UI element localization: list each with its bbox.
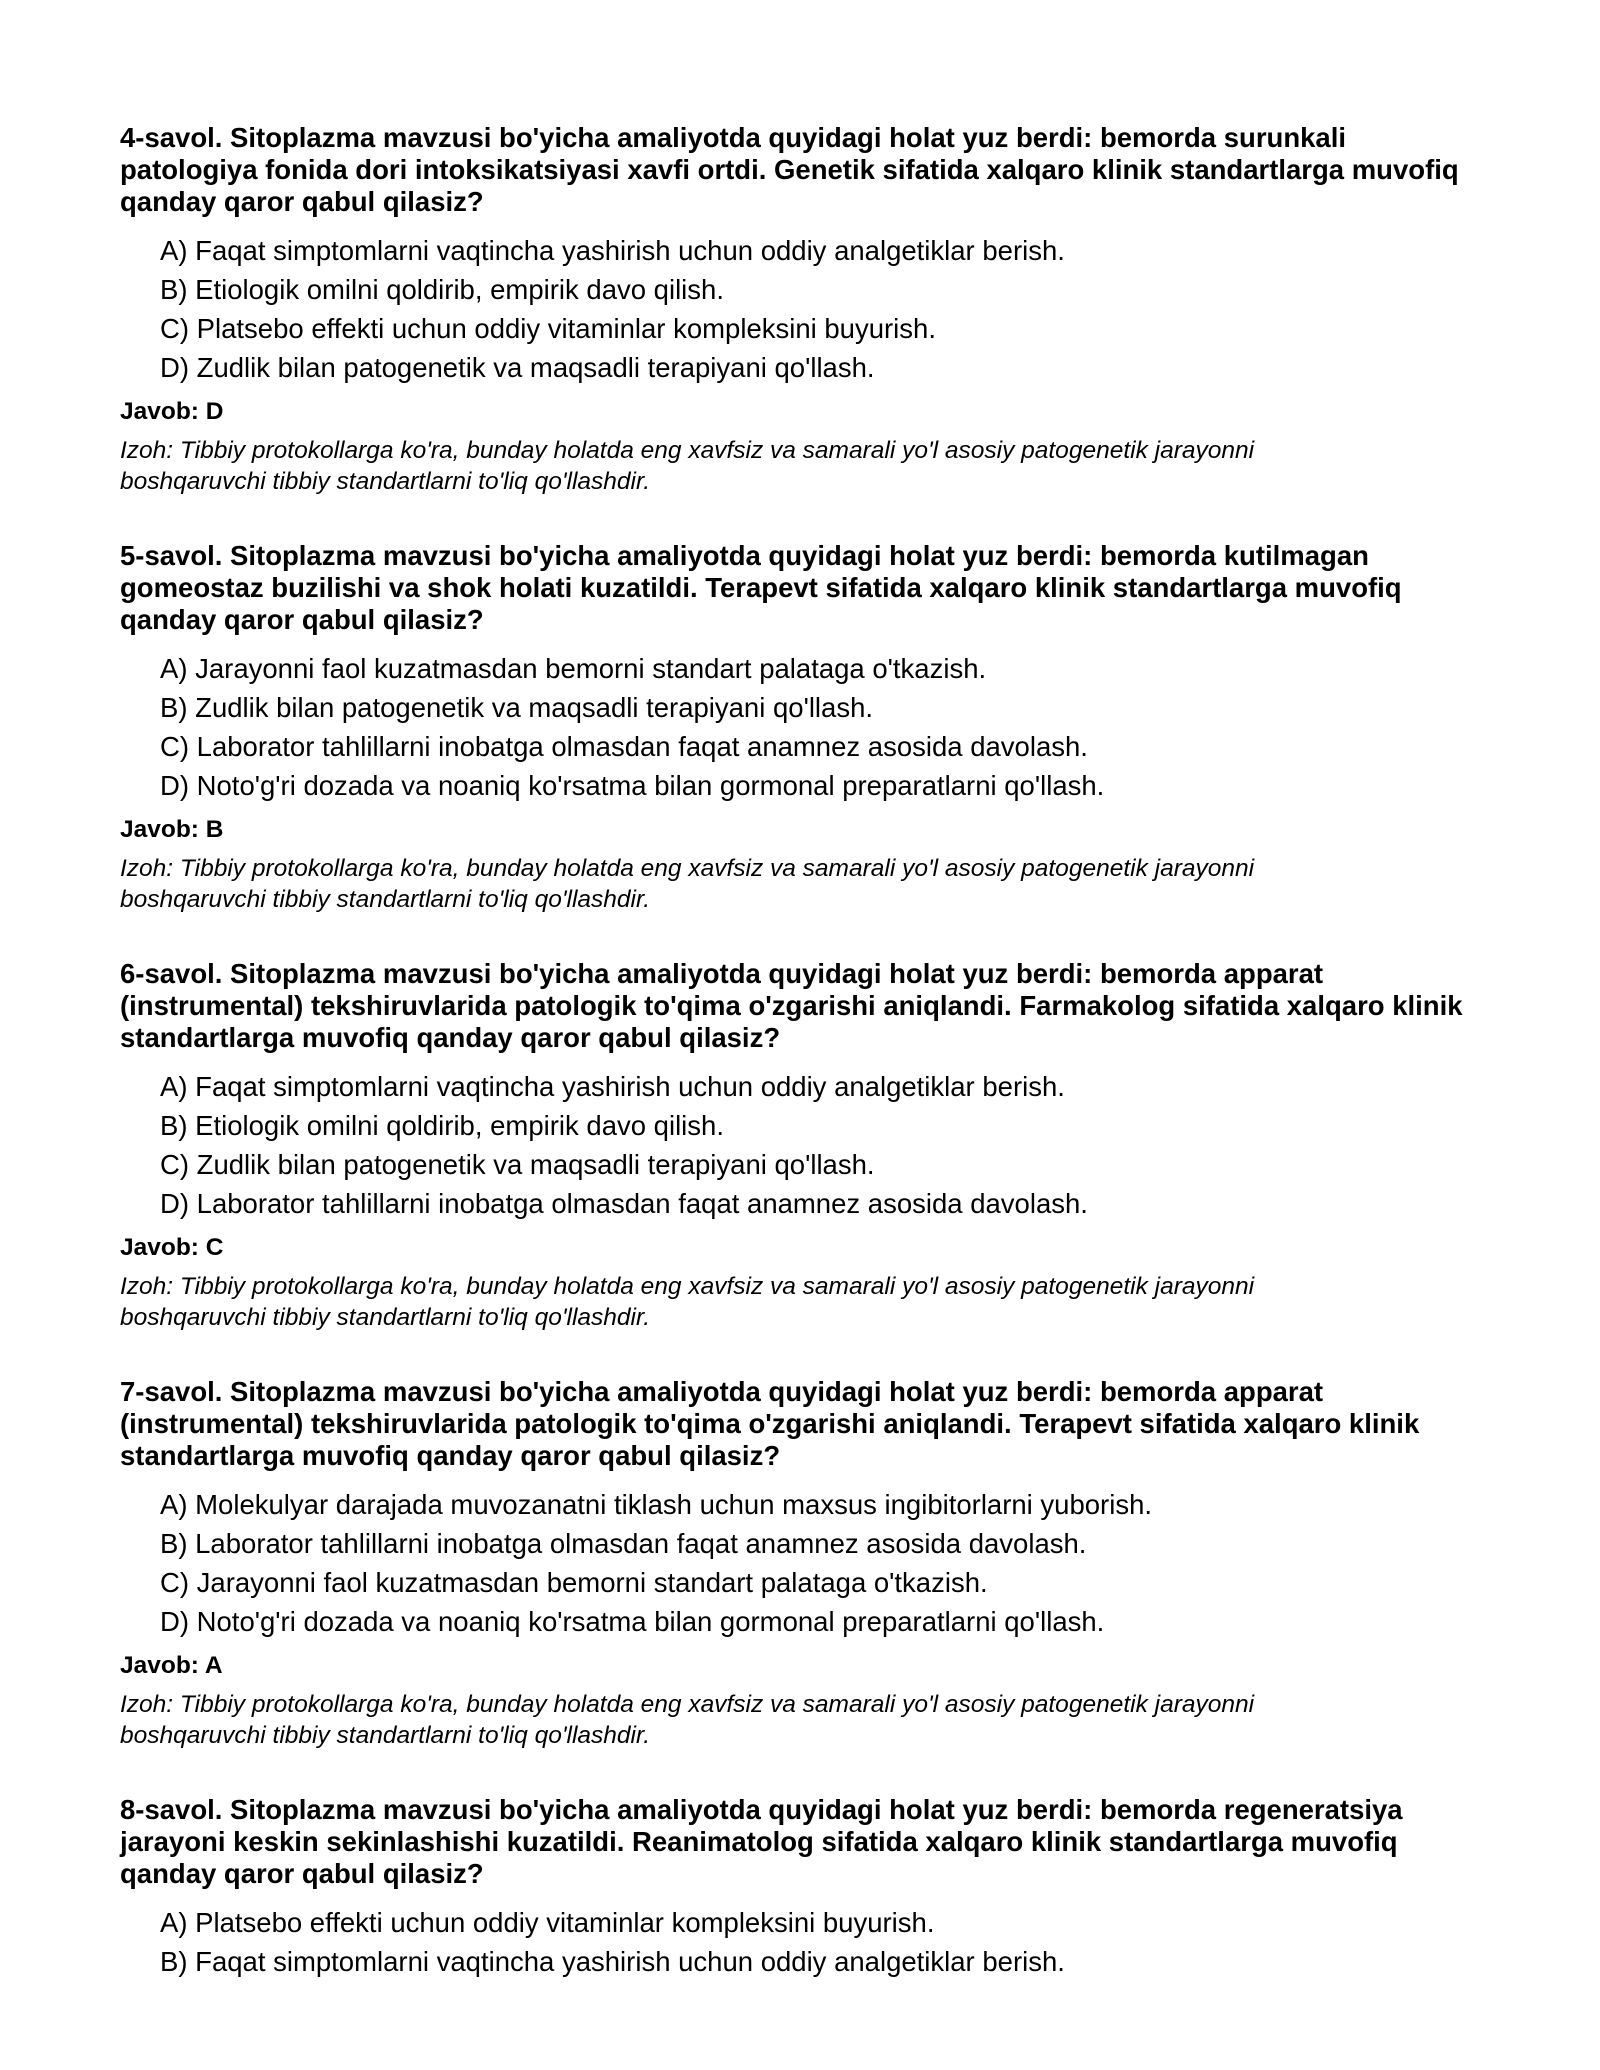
- option-c: C) Laborator tahlillarni inobatga olmasdan faqat anamnez asosida davolash.: [160, 731, 1088, 762]
- explanation-note: Izoh: Tibbiy protokollarga ko'ra, bunday holatda eng xavfsiz va samarali yo'l asosiy patogenetik jarayonni boshqaruvchi tibbiy standartlarni to'liq qo'llashdir.: [120, 855, 1255, 913]
- option-d: D) Laborator tahlillarni inobatga olmasdan faqat anamnez asosida davolash.: [160, 1188, 1088, 1219]
- answer-label: Javob: B: [120, 816, 224, 843]
- answer-label: Javob: A: [120, 1652, 223, 1679]
- option-list: [120, 1067, 1490, 1223]
- question-5: [120, 540, 1490, 915]
- answer-label: Javob: C: [120, 1234, 224, 1261]
- option-a: A) Platsebo effekti uchun oddiy vitaminlar kompleksini buyurish.: [160, 1907, 935, 1938]
- question-title: 8-savol. Sitoplazma mavzusi bo'yicha amaliyotda quyidagi holat yuz berdi: bemorda regeneratsiya jarayoni keskin sekinlashishi kuzatildi. Reanimatolog sifatida xalqaro klinik standartlarga muvofiq qanday qaror qabul qilasiz?: [120, 1794, 1403, 1889]
- option-a: A) Faqat simptomlarni vaqtincha yashirish uchun oddiy analgetiklar berish.: [160, 235, 1065, 266]
- option-b: B) Zudlik bilan patogenetik va maqsadli terapiyani qo'llash.: [160, 692, 874, 723]
- answer-label: Javob: D: [120, 398, 224, 425]
- explanation-note: Izoh: Tibbiy protokollarga ko'ra, bunday holatda eng xavfsiz va samarali yo'l asosiy patogenetik jarayonni boshqaruvchi tibbiy standartlarni to'liq qo'llashdir.: [120, 1273, 1255, 1331]
- question-title: 5-savol. Sitoplazma mavzusi bo'yicha amaliyotda quyidagi holat yuz berdi: bemorda kutilmagan gomeostaz buzilishi va shok holati kuzatildi. Terapevt sifatida xalqaro klinik standartlarga muvofiq qanday qaror qabul qilasiz?: [120, 540, 1402, 635]
- question-8: [120, 1794, 1490, 1981]
- option-list: [120, 231, 1490, 387]
- option-a: A) Jarayonni faol kuzatmasdan bemorni standart palataga o'tkazish.: [160, 653, 987, 684]
- option-c: C) Zudlik bilan patogenetik va maqsadli terapiyani qo'llash.: [160, 1149, 875, 1180]
- option-b: B) Faqat simptomlarni vaqtincha yashirish uchun oddiy analgetiklar berish.: [160, 1946, 1065, 1977]
- question-title: 4-savol. Sitoplazma mavzusi bo'yicha amaliyotda quyidagi holat yuz berdi: bemorda surunkali patologiya fonida dori intoksikatsiyasi xavfi ortdi. Genetik sifatida xalqaro klinik standartlarga muvofiq qanday qaror qabul qilasiz?: [120, 122, 1459, 217]
- option-d: D) Noto'g'ri dozada va noaniq ko'rsatma bilan gormonal preparatlarni qo'llash.: [160, 1606, 1105, 1637]
- option-list: [120, 649, 1490, 805]
- option-a: A) Molekulyar darajada muvozanatni tiklash uchun maxsus ingibitorlarni yuborish.: [160, 1489, 1153, 1520]
- explanation-note: Izoh: Tibbiy protokollarga ko'ra, bunday holatda eng xavfsiz va samarali yo'l asosiy patogenetik jarayonni boshqaruvchi tibbiy standartlarni to'liq qo'llashdir.: [120, 1691, 1255, 1749]
- explanation-note: Izoh: Tibbiy protokollarga ko'ra, bunday holatda eng xavfsiz va samarali yo'l asosiy patogenetik jarayonni boshqaruvchi tibbiy standartlarni to'liq qo'llashdir.: [120, 437, 1255, 495]
- question-title: 7-savol. Sitoplazma mavzusi bo'yicha amaliyotda quyidagi holat yuz berdi: bemorda apparat (instrumental) tekshiruvlarida patologik to'qima o'zgarishi aniqlandi. Terapevt sifatida xalqaro klinik standartlarga muvofiq qanday qaror qabul qilasiz?: [120, 1376, 1420, 1471]
- option-b: B) Etiologik omilni qoldirib, empirik davo qilish.: [160, 274, 724, 305]
- question-7: [120, 1376, 1490, 1751]
- option-d: D) Zudlik bilan patogenetik va maqsadli terapiyani qo'llash.: [160, 352, 875, 383]
- option-b: B) Laborator tahlillarni inobatga olmasdan faqat anamnez asosida davolash.: [160, 1528, 1087, 1559]
- option-b: B) Etiologik omilni qoldirib, empirik davo qilish.: [160, 1110, 724, 1141]
- question-4: [120, 122, 1490, 497]
- question-6: [120, 958, 1490, 1333]
- document-content: [120, 122, 1490, 2024]
- option-a: A) Faqat simptomlarni vaqtincha yashirish uchun oddiy analgetiklar berish.: [160, 1071, 1065, 1102]
- option-c: C) Jarayonni faol kuzatmasdan bemorni standart palataga o'tkazish.: [160, 1567, 988, 1598]
- option-d: D) Noto'g'ri dozada va noaniq ko'rsatma bilan gormonal preparatlarni qo'llash.: [160, 770, 1105, 801]
- option-list: [120, 1903, 1490, 1981]
- option-c: C) Platsebo effekti uchun oddiy vitaminlar kompleksini buyurish.: [160, 313, 936, 344]
- option-list: [120, 1485, 1490, 1641]
- question-title: 6-savol. Sitoplazma mavzusi bo'yicha amaliyotda quyidagi holat yuz berdi: bemorda apparat (instrumental) tekshiruvlarida patologik to'qima o'zgarishi aniqlandi. Farmakolog sifatida xalqaro klinik standartlarga muvofiq qanday qaror qabul qilasiz?: [120, 958, 1463, 1053]
